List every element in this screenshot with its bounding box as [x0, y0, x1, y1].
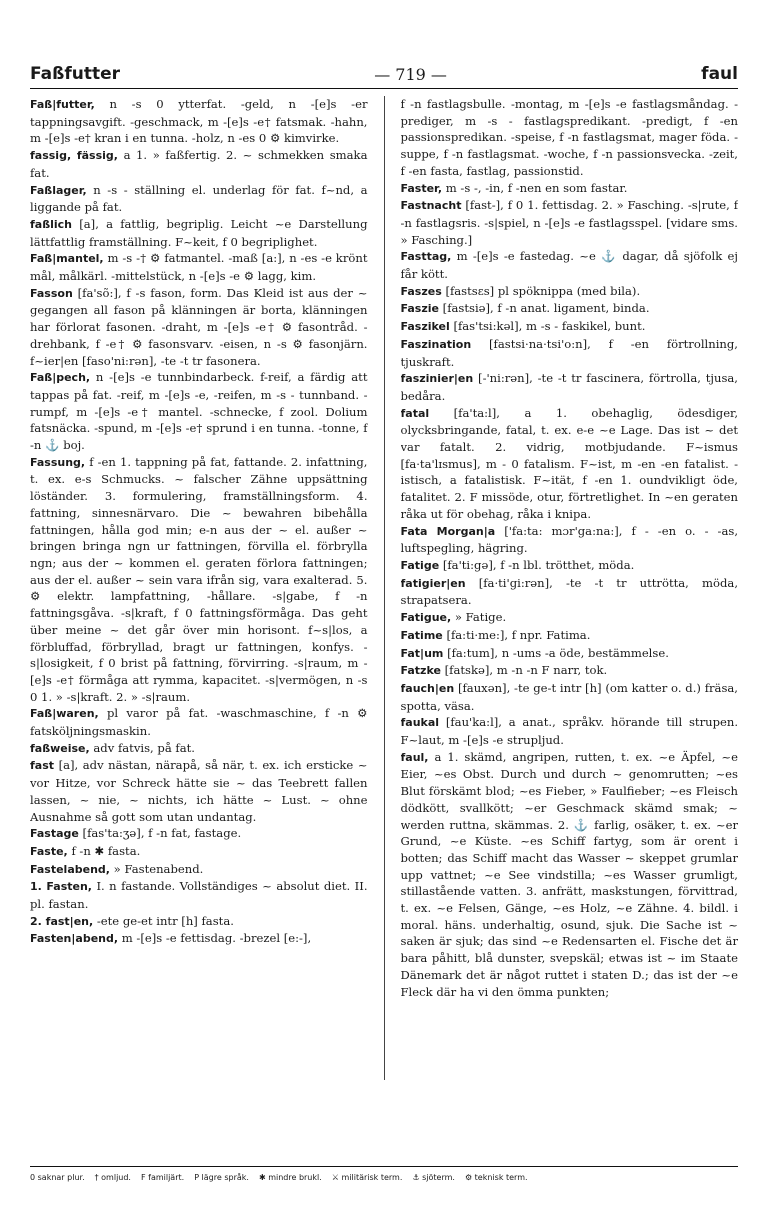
legend-item: P lägre språk.: [194, 1173, 249, 1182]
entry-definition: [fastsɛs] pl spöknippa (med bila).: [445, 283, 641, 298]
entry-headword: faukal: [400, 716, 440, 730]
dictionary-entry: [30, 825, 368, 843]
dictionary-entry: [401, 283, 739, 301]
dictionary-entry: [401, 336, 739, 370]
dictionary-entry: [30, 96, 368, 147]
entry-headword: Fatigue,: [400, 611, 452, 625]
dictionary-entry: [30, 843, 368, 861]
column-divider: [384, 96, 385, 1080]
entry-definition: -ete ge-et intr [h] fasta.: [96, 913, 234, 928]
entry-definition: [fau'ka:l], a anat., språkv. hörande till strupen. F~laut, m -[e]s -e strupljud.: [400, 715, 738, 748]
entry-definition: I. n fastande. Vollständiges ~ absolut diet. II. pl. fastan.: [30, 879, 368, 912]
dictionary-entry: [401, 680, 739, 714]
legend-item: 0 saknar plur.: [30, 1173, 85, 1182]
dictionary-entry: [401, 714, 739, 748]
page-header: [30, 44, 738, 89]
entry-definition: f -n ✱ fasta.: [71, 843, 141, 858]
entry-headword: 2. fast|en,: [30, 914, 94, 928]
entry-headword: Fasten|abend,: [30, 932, 119, 946]
entry-headword: faßlich: [30, 217, 73, 231]
page-number: — 719 —: [374, 65, 447, 84]
right-column: [401, 96, 739, 1080]
entry-definition: [fauxən], -te ge-t intr [h] (om katter o. d.) fräsa, spotta, väsa.: [400, 680, 738, 713]
dictionary-entry: [401, 180, 739, 198]
entry-definition: ['fa:ta: mɔr'ga:na:], f - -en o. - -as, luftspegling, hägring.: [400, 523, 738, 556]
dictionary-entry: [30, 878, 368, 912]
entry-definition: [fa'ta:l], a 1. obehaglig, ödesdiger, olycksbringande, fatal, t. ex. e-e ~e Lage. Das ist ~ det var fatalt. 2. vidrig, motbjudande. F~ismus [fa·ta'lɪsmus], m - 0 fatalism. F~ist, m -en -en fatalist. -istisch, a fatalistisk. F~ität, f -en 1. oundvikligt öde, fatalitet. 2. F missöde, otur, förtretlighet. In ~en geraten råka ut för obehag, råka i knipa.: [400, 405, 738, 521]
legend-item: ✱ mindre brukl.: [258, 1173, 322, 1182]
dictionary-entry: [401, 662, 739, 680]
entry-headword: Faszination: [400, 337, 472, 351]
entry-headword: Fatzke: [400, 664, 441, 678]
entry-headword: Fasson: [30, 286, 73, 300]
dictionary-entry: [30, 861, 368, 879]
entry-headword: Faszes: [400, 284, 442, 298]
dictionary-columns: [30, 96, 738, 1080]
entry-definition: [fas'tsi:kəl], m -s - faskikel, bunt.: [453, 319, 646, 334]
dictionary-entry: [401, 300, 739, 318]
entry-headword: Fastage: [30, 827, 79, 841]
entry-definition: m -[e]s -e fastedag. ~e ⚓ dagar, då sjöfolk ej får kött.: [400, 249, 738, 282]
entry-headword: Fassung,: [30, 455, 86, 469]
entry-definition: [fast-], f 0 1. fettisdag. 2. » Fasching. -s|rute, f -n fastlagsris. -s|spiel, n -[e]s -e fastlagsspel. [vidare sms. » Fasching.]: [400, 198, 738, 247]
dictionary-entry: [30, 250, 368, 284]
entry-headword: Faszie: [400, 302, 439, 316]
dictionary-entry: [401, 318, 739, 336]
dictionary-entry: [30, 740, 368, 758]
entry-definition: a 1. skämd, angripen, rutten, t. ex. ~e Äpfel, ~e Eier, ~es Obst. Durch und durch ~ genomrutten; ~es Blut förskämt blod; ~es Fieber, » Faulfieber; ~es Fleisch dödkött, svallkött; ~er Geschmack skämd smak; ~ werden ruttna, skämmas. 2. ⚓ farlig, osäker, t. ex. ~er Grund, ~e Küste. ~es Schiff fartyg, som är orent i botten; das Schiff macht das Wasser ~ skeppet grumlar upp vattnet; ~e See vindstilla; ~es Wasser grumligt, stillastående vatten. 3. anfrätt, maskstungen, förvittrad, t. ex. ~e Felsen, Gänge, ~es Holz, ~e Zähne. 4. bildl. i moral. häns. underhaltig, osund, sjuk. Die Sache ist ~ saken är sjuk; das sind ~e Redensarten el. Fische det är bara påhitt, blå dunster, svepskäl; etwas ist ~ im Staate Dänemark det är något ruttet i staten D.; das ist der ~e Fleck där ha vi den ömma punkten;: [400, 749, 738, 999]
dictionary-entry: [30, 369, 368, 454]
entry-headword: Faß|mantel,: [30, 252, 104, 266]
entry-definition: [fa·ti'gi:rən], -te -t tr uttrötta, möda, strapatsera.: [400, 575, 738, 608]
entry-definition: pl varor på fat. -waschmaschine, f -n ⚙ fatsköljningsmaskin.: [30, 706, 368, 739]
entry-headword: faul,: [400, 750, 429, 764]
entry-headword: Fata Morgan|a: [400, 524, 496, 538]
dictionary-entry: [401, 749, 739, 1001]
entry-headword: fast: [30, 759, 55, 773]
entry-headword: fatal: [400, 406, 430, 420]
entry-headword: Fat|um: [400, 646, 444, 660]
dictionary-entry: [30, 216, 368, 250]
dictionary-entry: [30, 913, 368, 931]
entry-definition: m -[e]s -e fettisdag. -brezel [e:-],: [121, 931, 312, 946]
entry-definition: » Fastenabend.: [113, 861, 204, 876]
entry-definition: m -s -† ⚙ fatmantel. -maß [a:], n -es -e krönt mål, målkärl. -mittelstück, n -[e]s -e ⚙ lagg, kim.: [30, 251, 368, 284]
entry-headword: fatigier|en: [400, 576, 466, 590]
entry-definition: [fastsiə], f -n anat. ligament, binda.: [442, 301, 650, 316]
entry-headword: Fastnacht: [400, 199, 462, 213]
entry-headword: Faster,: [400, 181, 443, 195]
dictionary-entry: [401, 609, 739, 627]
entry-definition: f -en 1. tappning på fat, fattande. 2. infattning, t. ex. e-s Schmucks. ~ falscher Zähne uppsättning löständer. 3. formulering, framställningsform. 4. fattning, sinnesnärvaro. Die ~ bewahren bibehålla fattningen, hålla god min; e-n aus der ~ el. außer ~ bringen bringa ngn ur fattningen, förvilla el. förbrylla ngn; aus der ~ kommen el. geraten förlora fattningen; aus der el. außer ~ sein vara ifrån sig, vara exalterad. 5. ⚙ elektr. lampfattning, -hållare. -s|gabe, f -n fattningsgåva. -s|kraft, f 0 fattningsförmåga. Das geht über meine ~ det går över min horisont. f~s|los, a förbluffad, förbryllad, bragt ur fattningen, konfys. -s|losigkeit, f 0 brist på fattning, förvirring. -s|raum, m -[e]s -e† förmåga att rymma, kapacitet. -s|vermögen, n -s 0 1. » -s|kraft. 2. » -s|raum.: [30, 454, 368, 704]
entry-headword: faßweise,: [30, 741, 90, 755]
legend-item: F familjärt.: [140, 1173, 185, 1182]
left-column: [30, 96, 368, 1080]
dictionary-entry: [30, 705, 368, 739]
dictionary-entry: [401, 575, 739, 609]
entry-headword: Faszikel: [400, 320, 450, 334]
dictionary-entry: [30, 930, 368, 948]
dictionary-entry: [30, 147, 368, 181]
dictionary-entry: [401, 405, 739, 523]
entry-headword: 1. Fasten,: [30, 880, 92, 894]
entry-definition: m -s -, -in, f -nen en som fastar.: [445, 180, 628, 195]
entry-headword: faszinier|en: [400, 372, 474, 386]
dictionary-entry: [401, 96, 739, 180]
entry-definition: adv fatvis, på fat.: [93, 740, 195, 755]
dictionary-entry: [401, 557, 739, 575]
dictionary-entry: [401, 523, 739, 557]
entry-definition: n -s - ställning el. underlag för fat. f~nd, a liggande på fat.: [30, 182, 368, 215]
entry-definition: n -[e]s -e tunnbindarbeck. f-reif, a färdig att tappas på fat. -reif, m -[e]s -e, -reifen, m -s - tunnband. -rumpf, m -[e]s -e† mantel. -schnecke, f zool. Dolium fatsnäcka. -spund, m -[e]s -e† sprund i en tunna. -tonne, f -n ⚓ boj.: [30, 370, 368, 453]
dictionary-entry: [30, 757, 368, 825]
entry-headword: Fasttag,: [400, 250, 452, 264]
entry-definition: [a], adv nästan, närapå, så när, t. ex. ich ersticke ~ vor Hitze, vor Schreck hätte sie ~ das Teebrett fallen lassen, ~ nie, ~ nichts, ich hätte ~ Lust. ~ ohne Ausnahme så gott som utan undantag.: [30, 758, 368, 824]
legend-item: ⚙ teknisk term.: [464, 1173, 528, 1182]
entry-definition: [fa:ti·me:], f npr. Fatima.: [446, 627, 591, 642]
entry-definition: [fatskə], m -n -n F narr, tok.: [444, 663, 608, 678]
entry-headword: Fatige: [400, 558, 440, 572]
dictionary-entry: [30, 454, 368, 706]
entry-headword: fassig, fässig,: [30, 149, 118, 163]
entry-definition: » Fatige.: [454, 610, 507, 625]
dictionary-entry: [401, 197, 739, 248]
right-guide-word: faul: [701, 64, 738, 84]
entry-definition: n -s 0 ytterfat. -geld, n -[e]s -er tappningsavgift. -geschmack, m -[e]s -e† fatsmak. -hahn, m -[e]s -e† kran i en tunna. -holz, n -es 0 ⚙ kimvirke.: [30, 97, 368, 146]
entry-definition: [fa:tum], n -ums -a öde, bestämmelse.: [447, 645, 669, 660]
legend-item: ⚔ militärisk term.: [331, 1173, 403, 1182]
dictionary-entry: [30, 285, 368, 370]
entry-definition: [fas'ta:ʒə], f -n fat, fastage.: [82, 826, 242, 841]
entry-headword: Faßlager,: [30, 183, 87, 197]
entry-definition: [fa'ti:gə], f -n lbl. trötthet, möda.: [442, 557, 635, 572]
entry-definition: a 1. » faßfertig. 2. ~ schmekken smaka fat.: [30, 148, 368, 180]
dictionary-entry: [401, 370, 739, 404]
legend-item: † omljud.: [94, 1173, 131, 1182]
left-guide-word: Faßfutter: [30, 64, 120, 84]
dictionary-entry: [401, 248, 739, 282]
entry-headword: Faß|futter,: [30, 98, 95, 111]
entry-definition: [a], a fattlig, begriplig. Leicht ~e Darstellung lättfattlig framställning. F~keit, f 0 begriplighet.: [30, 216, 368, 249]
entry-headword: Faß|pech,: [30, 371, 91, 385]
entry-headword: Faß|waren,: [30, 707, 99, 721]
entry-definition: [fastsi·na·tsi'o:n], f -en förtrollning, tjuskraft.: [400, 336, 738, 369]
dictionary-entry: [401, 627, 739, 645]
abbreviation-legend: [30, 1166, 738, 1182]
entry-definition: f -n fastlagsbulle. -montag, m -[e]s -e fastlagsmåndag. -prediger, m -s - fastlagspredikant. -predigt, f -en passionspredikan. -speise, f -n fastlagsmat, mager föda. -suppe, f -n fastlagsmat. -woche, f -n passionsvecka. -zeit, f -en fasta, fastlag, passionstid.: [400, 97, 738, 178]
entry-definition: [fa'sõ:], f -s fason, form. Das Kleid ist aus der ~ gegangen all fason på klänningen är borta, klänningen har förlorat fasonen. -draht, m -[e]s -e† ⚙ fasontråd. -drehbank, f -e† ⚙ fasonsvarv. -eisen, n -s ⚙ fasonjärn. f~ier|en [faso'ni:rən], -te -t tr fasonera.: [30, 285, 368, 368]
entry-headword: fauch|en: [400, 681, 455, 695]
legend-item: ⚓ sjöterm.: [412, 1173, 455, 1182]
entry-headword: Fatime: [400, 628, 443, 642]
entry-headword: Fastelabend,: [30, 862, 110, 876]
entry-definition: [-'ni:rən], -te -t tr fascinera, förtrolla, tjusa, bedåra.: [400, 371, 738, 403]
dictionary-entry: [30, 182, 368, 216]
entry-headword: Faste,: [30, 844, 68, 858]
dictionary-entry: [401, 645, 739, 663]
